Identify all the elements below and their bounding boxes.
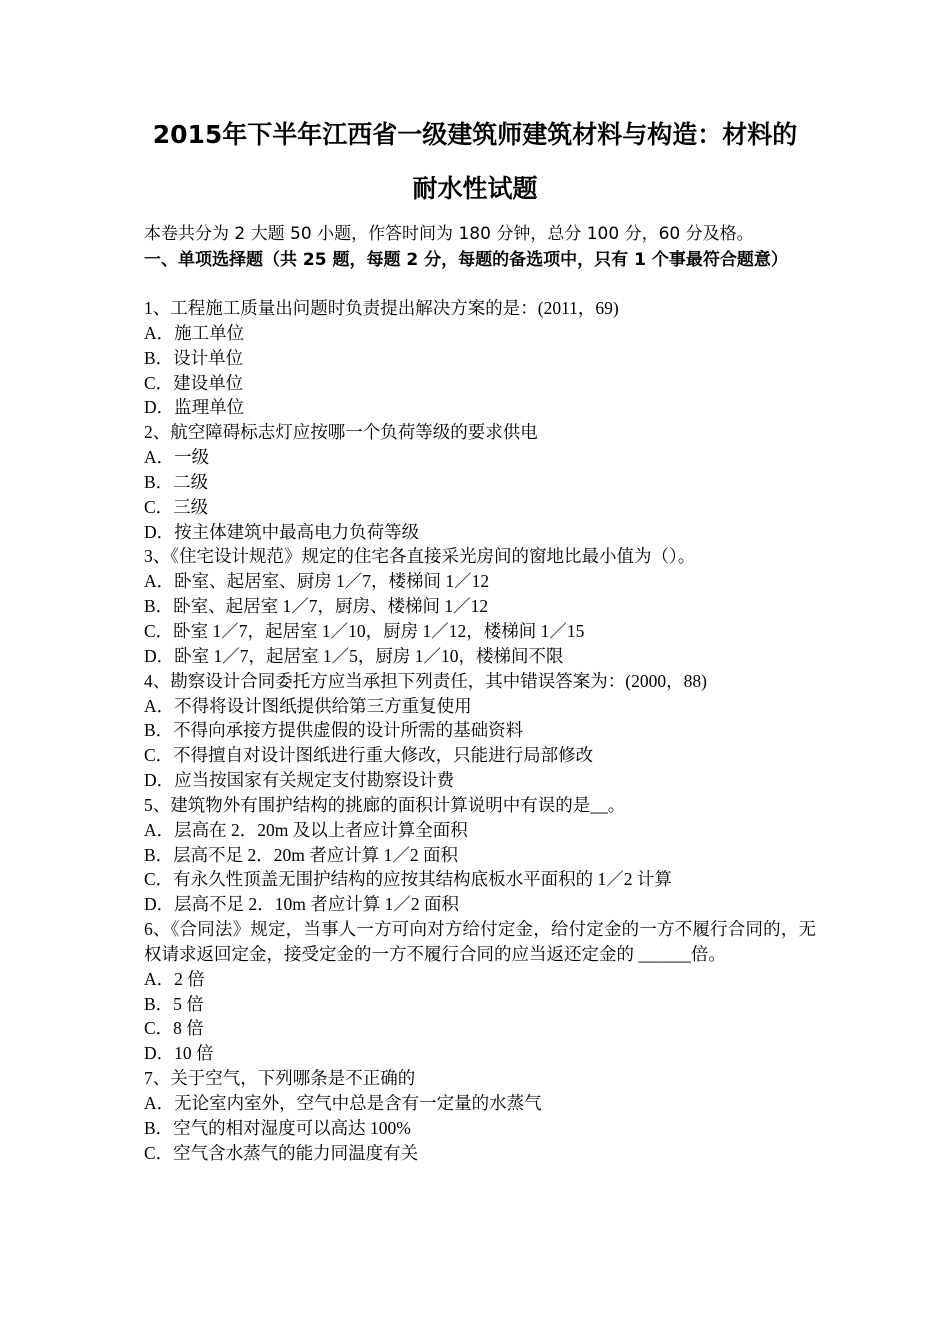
question-3: [144, 544, 816, 668]
question-4: [144, 669, 816, 793]
answer-option: D．10 倍: [144, 1043, 214, 1064]
question-6: [144, 917, 816, 1066]
answer-option: D．应当按国家有关规定支付勘察设计费: [144, 770, 455, 791]
question-1: [144, 296, 816, 420]
answer-option: B．卧室、起居室 1／7，厨房、楼梯间 1／12: [144, 596, 489, 617]
exam-instructions: 本卷共分为 2 大题 50 小题，作答时间为 180 分钟，总分 100 分，60 分及格。: [144, 224, 754, 244]
answer-option: A．不得将设计图纸提供给第三方重复使用: [144, 695, 472, 716]
answer-option: A．无论室内室外，空气中总是含有一定量的水蒸气: [144, 1093, 542, 1113]
answer-option: A．卧室、起居室、厨房 1／7，楼梯间 1／12: [144, 571, 490, 592]
question-2: [144, 420, 816, 544]
answer-option: C．建设单位: [144, 372, 244, 393]
answer-option: A．施工单位: [144, 322, 245, 343]
question-7: [144, 1066, 816, 1165]
answer-option: D．层高不足 2．10m 者应计算 1／2 面积: [144, 894, 459, 915]
answer-option: A．一级: [144, 447, 210, 468]
question-stem: 1、工程施工质量出问题时负责提出解决方案的是：(2011，69): [144, 298, 619, 318]
answer-option: B．设计单位: [144, 347, 244, 368]
document-title-line-1: 2015年下半年江西省一级建筑师建筑材料与构造：材料的: [152, 120, 798, 149]
answer-option: A．2 倍: [144, 968, 205, 989]
answer-option: B．空气的相对湿度可以高达 100%: [144, 1117, 411, 1138]
question-stem: 7、关于空气，下列哪条是不正确的: [144, 1068, 416, 1089]
question-stem: 6、《合同法》规定，当事人一方可向对方给付定金，给付定金的一方不履行合同的，无权请求返回定金，接受定金的一方不履行合同的应当返还定金的 ______倍。: [144, 919, 816, 964]
answer-option: B．5 倍: [144, 993, 204, 1014]
answer-option: C．三级: [144, 496, 209, 517]
question-stem: 2、航空障碍标志灯应按哪一个负荷等级的要求供电: [144, 422, 538, 443]
section-heading: 一、单项选择题（共 25 题，每题 2 分，每题的备选项中，只有 1 个事最符合题意）: [144, 250, 788, 270]
answer-option: C．卧室 1／7，起居室 1／10，厨房 1／12，楼梯间 1／15: [144, 620, 585, 641]
question-stem: 4、勘察设计合同委托方应当承担下列责任，其中错误答案为：(2000，88): [144, 670, 707, 691]
answer-option: C．不得擅自对设计图纸进行重大修改，只能进行局部修改: [144, 745, 594, 766]
question-5: [144, 793, 816, 917]
question-stem: 3、《住宅设计规范》规定的住宅各直接采光房间的窗地比最小值为（）。: [144, 546, 696, 567]
answer-option: C．8 倍: [144, 1018, 204, 1039]
answer-option: B．不得向承接方提供虚假的设计所需的基础资料: [144, 720, 524, 741]
answer-option: A．层高在 2．20m 及以上者应计算全面积: [144, 819, 468, 840]
answer-option: D．监理单位: [144, 397, 245, 418]
question-stem: 5、建筑物外有围护结构的挑廊的面积计算说明中有误的是__。: [144, 794, 626, 815]
document-title-line-2: 耐水性试题: [412, 174, 538, 203]
answer-option: C．空气含水蒸气的能力同温度有关: [144, 1142, 419, 1163]
answer-option: B．层高不足 2．20m 者应计算 1／2 面积: [144, 844, 459, 865]
answer-option: D．卧室 1／7，起居室 1／5，厨房 1／10，楼梯间不限: [144, 645, 564, 666]
answer-option: B．二级: [144, 471, 209, 492]
answer-option: D．按主体建筑中最高电力负荷等级: [144, 521, 420, 542]
answer-option: C．有永久性顶盖无围护结构的应按其结构底板水平面积的 1／2 计算: [144, 869, 672, 890]
question-list: [144, 296, 816, 1166]
